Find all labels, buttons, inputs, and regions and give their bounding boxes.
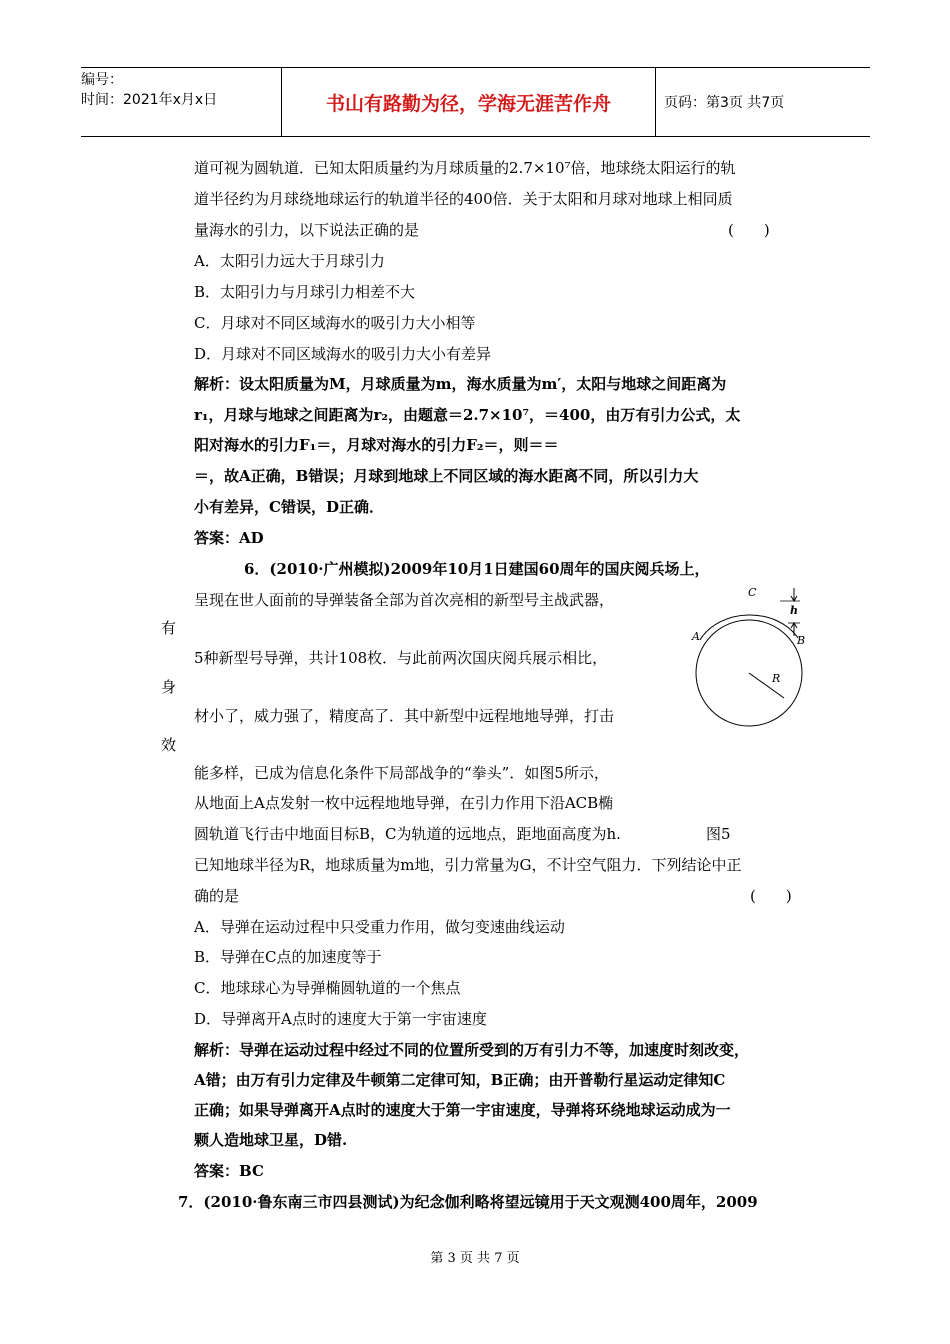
q5-option-a: A．太阳引力远大于月球引力 [194,252,385,270]
point-a-label: A [692,630,700,643]
figure-5-diagram [680,580,820,740]
point-b-label: B [797,634,806,647]
q6-analysis-1: 解析：导弹在运动过程中经过不同的位置所受到的万有引力不等，加速度时刻改变， [194,1041,750,1059]
q6-answer-paren: ( ) [750,887,792,905]
orbit-arc [700,615,798,640]
page-footer: 第 3 页 共 7 页 [430,1251,520,1266]
q6-line-5: 从地面上A点发射一枚中远程地地导弹，在引力作用下沿ACB椭 [194,794,614,812]
header-page-info: 页码：第3页 共7页 [664,95,785,111]
q6-analysis-3: 正确；如果导弹离开A点时的速度大于第一宇宙速度，导弹将环绕地球运动成为一 [194,1101,731,1119]
q6-analysis-4: 颗人造地球卫星，D错. [194,1131,348,1149]
q6-line-8: 确的是 [194,887,240,905]
q5-analysis-4: ＝，故A正确，B错误；月球到地球上不同区域的海水距离不同，所以引力大 [194,467,699,485]
q6-option-d: D．导弹离开A点时的速度大于第一宇宙速度 [194,1010,487,1028]
q5-option-c: C．月球对不同区域海水的吸引力大小相等 [194,314,476,332]
q5-line-2: 道半径约为月球绕地球运行的轨道半径的400倍．关于太阳和月球对地球上相同质 [194,190,733,208]
q5-analysis-1: 解析：设太阳质量为M，月球质量为m，海水质量为m′，太阳与地球之间距离为 [194,375,727,393]
q6-option-a: A．导弹在运动过程中只受重力作用，做匀变速曲线运动 [194,918,565,936]
date-label: 时间：2021年x月x日 [81,92,218,108]
q6-line-7: 已知地球半径为R，地球质量为m地，引力常量为G，不计空气阻力．下列结论中正 [194,856,742,874]
q6-option-b: B．导弹在C点的加速度等于 [194,948,382,966]
q6-line-1: 呈现在世人面前的导弹装备全部为首次亮相的新型号主战武器， [194,591,615,609]
code-label: 编号： [81,72,123,88]
q6-option-c: C．地球球心为导弹椭圆轨道的一个焦点 [194,979,461,997]
q6-line-2: 5种新型号导弹，共计108枚．与此前两次国庆阅兵展示相比， [194,649,608,667]
q5-option-d: D．月球对不同区域海水的吸引力大小有差异 [194,345,492,363]
point-c-label: C [748,586,757,599]
figure-label: 图5 [706,825,731,843]
q7-intro: 7．(2010·鲁东南三市四县测试)为纪念伽利略将望远镜用于天文观测400周年，2009 [178,1193,758,1211]
q5-answer: 答案：AD [194,529,264,547]
page-header [81,67,870,137]
header-motto: 书山有路勤为径，学海无涯苦作舟 [281,68,656,136]
q6-line-4: 能多样，已成为信息化条件下局部战争的“拳头”．如图5所示， [194,764,609,782]
q5-line-1: 道可视为圆轨道．已知太阳质量约为月球质量的2.7×10⁷倍，地球绕太阳运行的轨 [194,159,736,177]
q5-option-b: B．太阳引力与月球引力相差不大 [194,283,416,301]
q5-analysis-3: 阳对海水的引力F₁＝，月球对海水的引力F₂＝，则＝＝ [194,436,559,454]
radius-label: R [772,672,781,685]
q6-intro: 6．(2010·广州模拟)2009年10月1日建国60周年的国庆阅兵场上， [244,560,710,578]
q6-line-3: 材小了，威力强了，精度高了．其中新型中远程地地导弹，打击 [194,707,615,725]
q6-side-char-2: 身 [161,678,177,696]
q6-side-char-3: 效 [161,736,177,754]
q6-answer: 答案：BC [194,1162,264,1180]
q6-analysis-2: A错；由万有引力定律及牛顿第二定律可知，B正确；由开普勒行星运动定律知C [194,1071,726,1089]
q6-line-6: 圆轨道飞行击中地面目标B，C为轨道的远地点，距地面高度为h. [194,825,621,843]
q5-answer-paren: ( ) [728,221,770,239]
q5-analysis-5: 小有差异，C错误，D正确． [194,498,384,516]
q5-line-3: 量海水的引力，以下说法正确的是 [194,221,420,239]
h-label: h [790,604,798,617]
q6-side-char-1: 有 [161,619,177,637]
q5-analysis-2: r₁，月球与地球之间距离为r₂，由题意＝2.7×10⁷，＝400，由万有引力公式，太 [194,406,741,424]
header-meta [81,68,281,138]
